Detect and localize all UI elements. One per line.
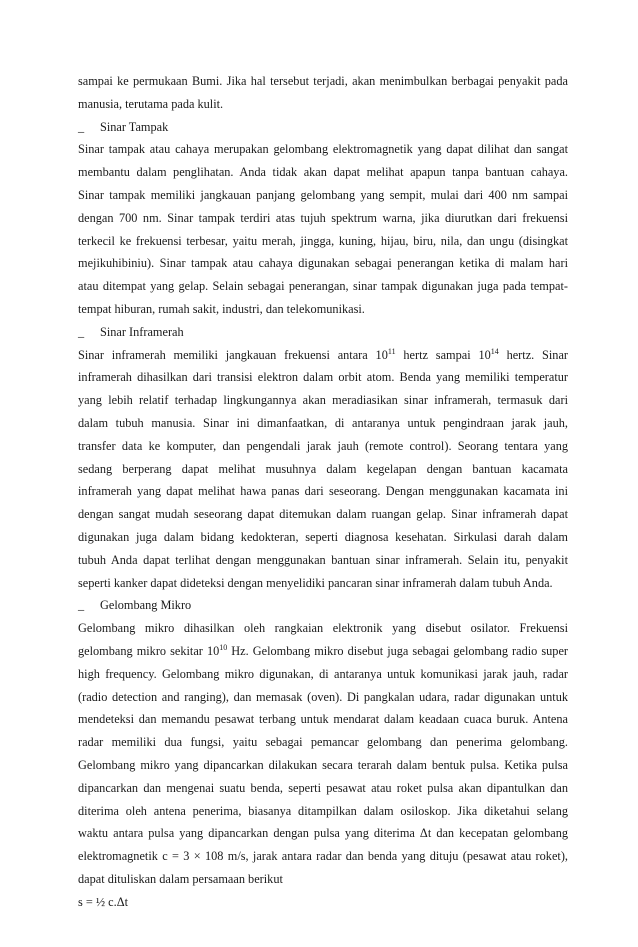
paragraph-line: high frequency. Gelombang mikro digunakan, di antaranya untuk komunikasi jarak jauh, radar	[78, 666, 568, 681]
section-heading-microwave	[78, 594, 568, 617]
exponent: 14	[490, 346, 499, 356]
paragraph-line: membantu dalam penglihatan. Anda tidak akan dapat melihat apapun tanpa bantuan cahaya.	[78, 165, 568, 180]
paragraph-line: atau ditempat yang gelap. Selain sebagai penerangan, sinar tampak digunakan juga pada tempat-	[78, 279, 568, 294]
paragraph-line: Gelombang mikro dihasilkan oleh rangkaian elektronik yang disebut osilator. Frekuensi	[78, 621, 568, 636]
document-page	[78, 70, 568, 913]
paragraph-line: radar memiliki dua fungsi, yaitu sebagai pemancar gelombang dan penerima gelombang.	[78, 735, 568, 750]
intro-line: manusia, terutama pada kulit.	[78, 96, 224, 111]
paragraph-line: Sinar tampak memiliki jangkauan panjang gelombang yang sempit, mulai dari 400 nm sampai	[78, 187, 568, 202]
paragraph-line: dapat dituliskan dalam persamaan berikut	[78, 871, 283, 886]
section-title: Sinar Inframerah	[100, 324, 184, 339]
exponent: 10	[219, 642, 228, 652]
paragraph-line: inframerah yang dapat melihat hawa panas dari seseorang. Dengan menggunakan kacamata ini	[78, 484, 568, 499]
paragraph-line: dipancarkan dan mengenai suatu benda, seperti pesawat atau roket pulsa akan dipantulkan dan	[78, 780, 568, 795]
paragraph-line: (radio detection and ranging), dan memasak (oven). Di pangkalan udara, radar digunakan untuk	[78, 689, 568, 704]
paragraph-line: dengan sangat mudah seseorang dapat ditemukan dalam ruangan gelap. Sinar inframerah dapat	[78, 507, 568, 522]
paragraph-line: elektromagnetik c = 3 × 108 m/s, jarak antara radar dan benda yang dituju (pesawat atau roket),	[78, 849, 568, 864]
intro-line: sampai ke permukaan Bumi. Jika hal tersebut terjadi, akan menimbulkan berbagai penyakit pada	[78, 74, 568, 88]
paragraph-line: sedang berperang dapat melihat musuhnya dalam kegelapan dengan bantuan kacamata	[78, 461, 568, 476]
text-run: hertz sampai 10	[395, 347, 491, 362]
exponent: 11	[387, 346, 396, 356]
bullet-marker: _	[78, 119, 85, 134]
paragraph-line	[78, 344, 568, 367]
paragraph-line: terkecil ke frekuensi terbesar, yaitu merah, jingga, kuning, hijau, biru, nila, dan ungu (disingkat	[78, 233, 568, 248]
bullet-marker: _	[78, 324, 85, 339]
paragraph-line: tubuh Anda dapat terlihat dengan menggunakan bantuan sinar inframerah. Selain itu, penyakit	[78, 552, 568, 567]
paragraph-line: mendeteksi dan memandu pesawat terbang untuk mendarat dalam keadaan cuaca buruk. Antena	[78, 712, 568, 727]
section-heading-visible-light	[78, 116, 568, 139]
paragraph-line: waktu antara pulsa yang dipancarkan dengan pulsa yang diterima Δt dan kecepatan gelombang	[78, 826, 568, 841]
text-run: gelombang mikro sekitar 10	[78, 643, 220, 658]
text-run: Sinar inframerah memiliki jangkauan frekuensi antara 10	[78, 347, 388, 362]
paragraph-line: mejikuhibiniu). Sinar tampak atau cahaya digunakan sebagai penerangan ketika di malam hari	[78, 256, 568, 271]
section-heading-infrared	[78, 321, 568, 344]
paragraph-line: digunakan juga dalam bidang kedokteran, seperti diagnosa kesehatan. Sirkulasi darah dalam	[78, 529, 568, 544]
paragraph-line: tempat hiburan, rumah sakit, industri, dan telekomunikasi.	[78, 301, 365, 316]
section-title: Sinar Tampak	[100, 119, 169, 134]
paragraph-line: Sinar tampak atau cahaya merupakan gelombang elektromagnetik yang dapat dilihat dan sangat	[78, 142, 568, 157]
paragraph-line: dalam tubuh manusia. Sinar ini dimanfaatkan, di antaranya untuk pengindraan jarak jauh,	[78, 415, 568, 430]
bullet-marker: _	[78, 598, 85, 613]
section-title: Gelombang Mikro	[100, 598, 192, 613]
paragraph-line: yang lebih relatif terhadap lingkungannya akan meradiasikan sinar inframerah, termasuk dari	[78, 393, 568, 408]
paragraph-line: transfer data ke komputer, dan pengendali jarak jauh (remote control). Seorang tentara yang	[78, 438, 568, 453]
text-run: Hz. Gelombang mikro disebut juga sebagai gelombang radio super	[227, 643, 568, 658]
paragraph-line: seperti kanker dapat dideteksi dengan menyelidiki pancaran sinar inframerah dalam tubuh Anda.	[78, 575, 553, 590]
paragraph-line: diterima oleh antena penerima, biasanya ditampilkan dalam osiloskop. Jika diketahui selang	[78, 803, 568, 818]
paragraph-line: dengan 700 nm. Sinar tampak terdiri atas tujuh spektrum warna, jika diurutkan dari frekuensi	[78, 210, 568, 225]
text-run: hertz. Sinar	[498, 347, 569, 362]
paragraph-line: inframerah dihasilkan dari transisi elektron dalam orbit atom. Benda yang memiliki temperatur	[78, 370, 568, 385]
paragraph-line	[78, 640, 568, 663]
paragraph-line: Gelombang mikro yang dipancarkan dilakukan secara terarah dalam bentuk pulsa. Ketika pulsa	[78, 757, 568, 772]
formula: s = ½ c.Δt	[78, 894, 129, 909]
